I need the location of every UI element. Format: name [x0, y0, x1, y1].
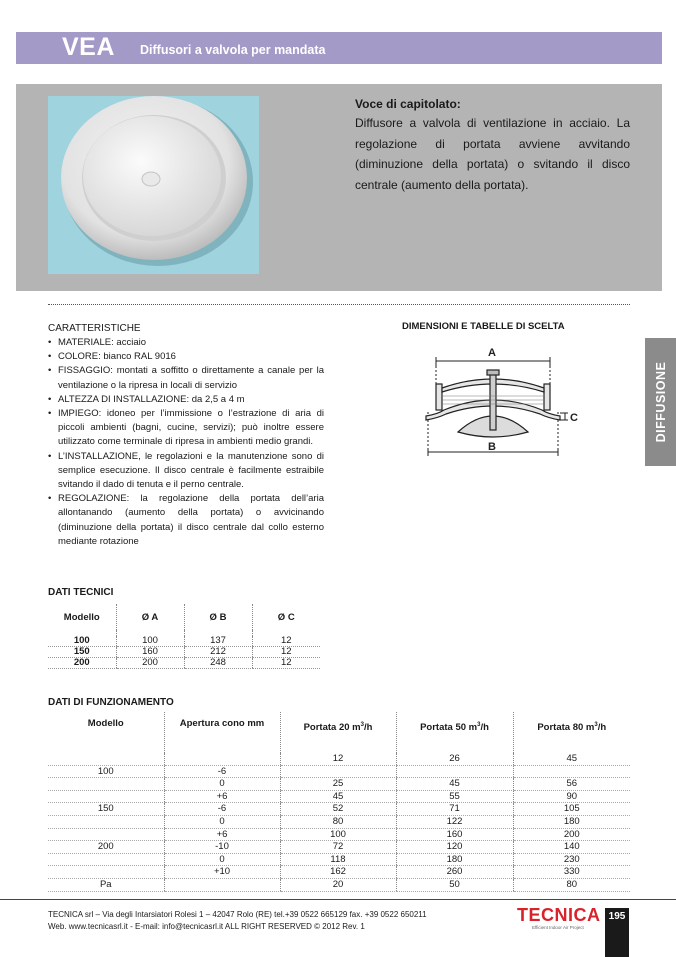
table-cell: 200: [48, 658, 116, 669]
table-cell: 55: [396, 790, 513, 803]
column-header: Modello: [87, 718, 124, 729]
page-number: 195: [608, 911, 626, 922]
table-cell: 200: [48, 841, 164, 854]
column-header: Ø C: [252, 604, 320, 630]
header-text: Portata 20 m: [303, 722, 361, 734]
product-code: VEA: [62, 33, 115, 61]
column-header: [396, 712, 513, 753]
table-cell: 72: [280, 841, 396, 854]
table-row: [48, 647, 320, 658]
table-cell: 52: [280, 803, 396, 816]
valve-diffuser-image: [48, 96, 259, 274]
dimension-drawing: [418, 340, 594, 464]
table-cell: 162: [280, 866, 396, 879]
table-cell: 50: [396, 878, 513, 891]
table-cell: 105: [513, 803, 630, 816]
column-header: [513, 712, 630, 753]
table-cell: 140: [513, 841, 630, 854]
characteristics-list: [48, 336, 324, 549]
table-cell: [48, 866, 164, 879]
table-cell: 330: [513, 866, 630, 879]
header-text: Portata 80 m: [537, 722, 595, 734]
table-cell: 12: [252, 647, 320, 658]
table-cell: 122: [396, 815, 513, 828]
voce-title: Voce di capitolato:: [355, 97, 461, 111]
table-cell: 0: [164, 778, 280, 791]
table-cell: 100: [48, 765, 164, 778]
table-row: [48, 636, 320, 647]
table-cell: 45: [396, 778, 513, 791]
dati-funzionamento-body: [48, 753, 630, 891]
footer-address: TECNICA srl – Via degli Intarsiatori Rolesi 1 – 42047 Rolo (RE) tel.+39 0522 665129 fax. +39 0522 650211: [48, 910, 427, 919]
dati-funzionamento-title: DATI DI FUNZIONAMENTO: [48, 697, 174, 708]
table-cell: 137: [184, 636, 252, 647]
table-row: [48, 765, 630, 778]
table-cell: [48, 790, 164, 803]
table-cell: 80: [280, 815, 396, 828]
table-cell: [164, 753, 280, 765]
header-text: /h: [480, 722, 489, 734]
table-cell: 200: [513, 828, 630, 841]
table-cell: [48, 828, 164, 841]
table-cell: [48, 753, 164, 765]
table-cell: 180: [396, 853, 513, 866]
column-header: Apertura cono mm: [164, 712, 280, 753]
table-row: [48, 658, 320, 669]
column-header: Modello: [63, 611, 100, 623]
footer-rule: [0, 899, 676, 900]
table-cell: [48, 815, 164, 828]
footer-contacts: Web. www.tecnicasrl.it - E-mail: info@tecnicasrl.it ALL RIGHT RESERVED © 2012 Rev. 1: [48, 922, 365, 931]
table-header-row: [48, 712, 630, 753]
column-header: [280, 712, 396, 753]
list-item: • L’INSTALLAZIONE, le regolazioni e la manutenzione sono di semplice esecuzione. Il disco centrale è facilmente estraibile svitando il dado di tenuta e il perno centrale.: [48, 450, 324, 493]
dati-funzionamento-table: [48, 712, 630, 892]
list-item: • IMPIEGO: idoneo per l’immissione o l’estrazione di aria di piccoli ambienti (bagni, cucine, servizi); può inoltre essere utilizzato come terminale di ripresa in ambienti medio grandi.: [48, 407, 324, 450]
table-cell: -6: [164, 803, 280, 816]
table-cell: [396, 765, 513, 778]
table-cell: 12: [252, 636, 320, 647]
table-cell: 12: [280, 753, 396, 765]
table-cell: 100: [48, 636, 116, 647]
dimensions-title: DIMENSIONI E TABELLE DI SCELTA: [402, 321, 565, 332]
list-item: • FISSAGGIO: montati a soffitto o direttamente a canale per la ventilazione o la ripresa in locali di servizio: [48, 364, 324, 392]
side-tab-label: DIFFUSIONE: [653, 361, 668, 443]
table-row: [48, 853, 630, 866]
table-row: [48, 753, 630, 765]
dati-tecnici-table: [48, 604, 320, 669]
table-cell: [48, 778, 164, 791]
header-superscript: 3: [477, 722, 481, 728]
characteristics-heading: CARATTERISTICHE: [48, 323, 141, 334]
table-cell: 71: [396, 803, 513, 816]
table-row: [48, 803, 630, 816]
table-cell: 150: [48, 647, 116, 658]
table-row: [48, 828, 630, 841]
table-cell: 25: [280, 778, 396, 791]
voce-text: Diffusore a valvola di ventilazione in acciaio. La regolazione di portata avviene avvitando (diminuzione della portata) o svitando il disco centrale (aumento della portata).: [355, 116, 630, 192]
list-item: • REGOLAZIONE: la regolazione della portata dell’aria allontanando (aumento della portata) o avvicinando (diminuzione della portata) il disco centrale dal collo esterno mediante rotazione: [48, 492, 324, 549]
column-header: Ø B: [184, 604, 252, 630]
table-cell: 80: [513, 878, 630, 891]
table-cell: 45: [280, 790, 396, 803]
table-cell: [48, 853, 164, 866]
table-cell: 230: [513, 853, 630, 866]
header-superscript: 3: [360, 722, 364, 728]
table-cell: [164, 878, 280, 891]
header-superscript: 3: [594, 722, 598, 728]
table-cell: +10: [164, 866, 280, 879]
section-side-tab: [645, 338, 676, 466]
section-divider: [48, 304, 630, 305]
table-cell: Pa: [48, 878, 164, 891]
table-cell: 20: [280, 878, 396, 891]
dati-tecnici-title: DATI TECNICI: [48, 587, 114, 598]
logo-tagline: Efficient Indoor Air Project: [532, 925, 584, 930]
table-row: [48, 866, 630, 879]
table-cell: 45: [513, 753, 630, 765]
table-header-row: [48, 604, 320, 630]
dim-label-a: A: [488, 347, 496, 359]
table-cell: 212: [184, 647, 252, 658]
list-item: • COLORE: bianco RAL 9016: [48, 350, 324, 364]
table-cell: 150: [48, 803, 164, 816]
table-cell: 100: [280, 828, 396, 841]
table-cell: [513, 765, 630, 778]
column-header: Ø A: [116, 604, 184, 630]
header-text: Portata 50 m: [420, 722, 478, 734]
table-cell: 160: [116, 647, 184, 658]
tecnica-logo: TECNICA: [517, 905, 601, 925]
table-cell: 26: [396, 753, 513, 765]
table-cell: 0: [164, 815, 280, 828]
table-cell: 56: [513, 778, 630, 791]
dim-label-c: C: [570, 412, 578, 424]
product-description: Diffusori a valvola per mandata: [140, 43, 326, 57]
table-cell: -6: [164, 765, 280, 778]
list-item: • ALTEZZA DI INSTALLAZIONE: da 2,5 a 4 m: [48, 393, 324, 407]
table-cell: 12: [252, 658, 320, 669]
list-item: • MATERIALE: acciaio: [48, 336, 324, 350]
table-cell: +6: [164, 790, 280, 803]
header-text: /h: [363, 722, 373, 734]
table-cell: 180: [513, 815, 630, 828]
table-cell: 160: [396, 828, 513, 841]
product-photo: [48, 96, 259, 274]
table-cell: 248: [184, 658, 252, 669]
table-cell: 118: [280, 853, 396, 866]
table-cell: 0: [164, 853, 280, 866]
table-cell: +6: [164, 828, 280, 841]
header-text: /h: [597, 722, 607, 734]
table-row: [48, 778, 630, 791]
table-row: [48, 790, 630, 803]
table-cell: 100: [116, 636, 184, 647]
table-cell: 120: [396, 841, 513, 854]
table-row: [48, 841, 630, 854]
table-cell: 260: [396, 866, 513, 879]
dim-label-b: B: [488, 441, 496, 453]
table-cell: 200: [116, 658, 184, 669]
table-cell: 90: [513, 790, 630, 803]
table-row: [48, 878, 630, 891]
table-cell: [280, 765, 396, 778]
table-cell: -10: [164, 841, 280, 854]
table-row: [48, 815, 630, 828]
